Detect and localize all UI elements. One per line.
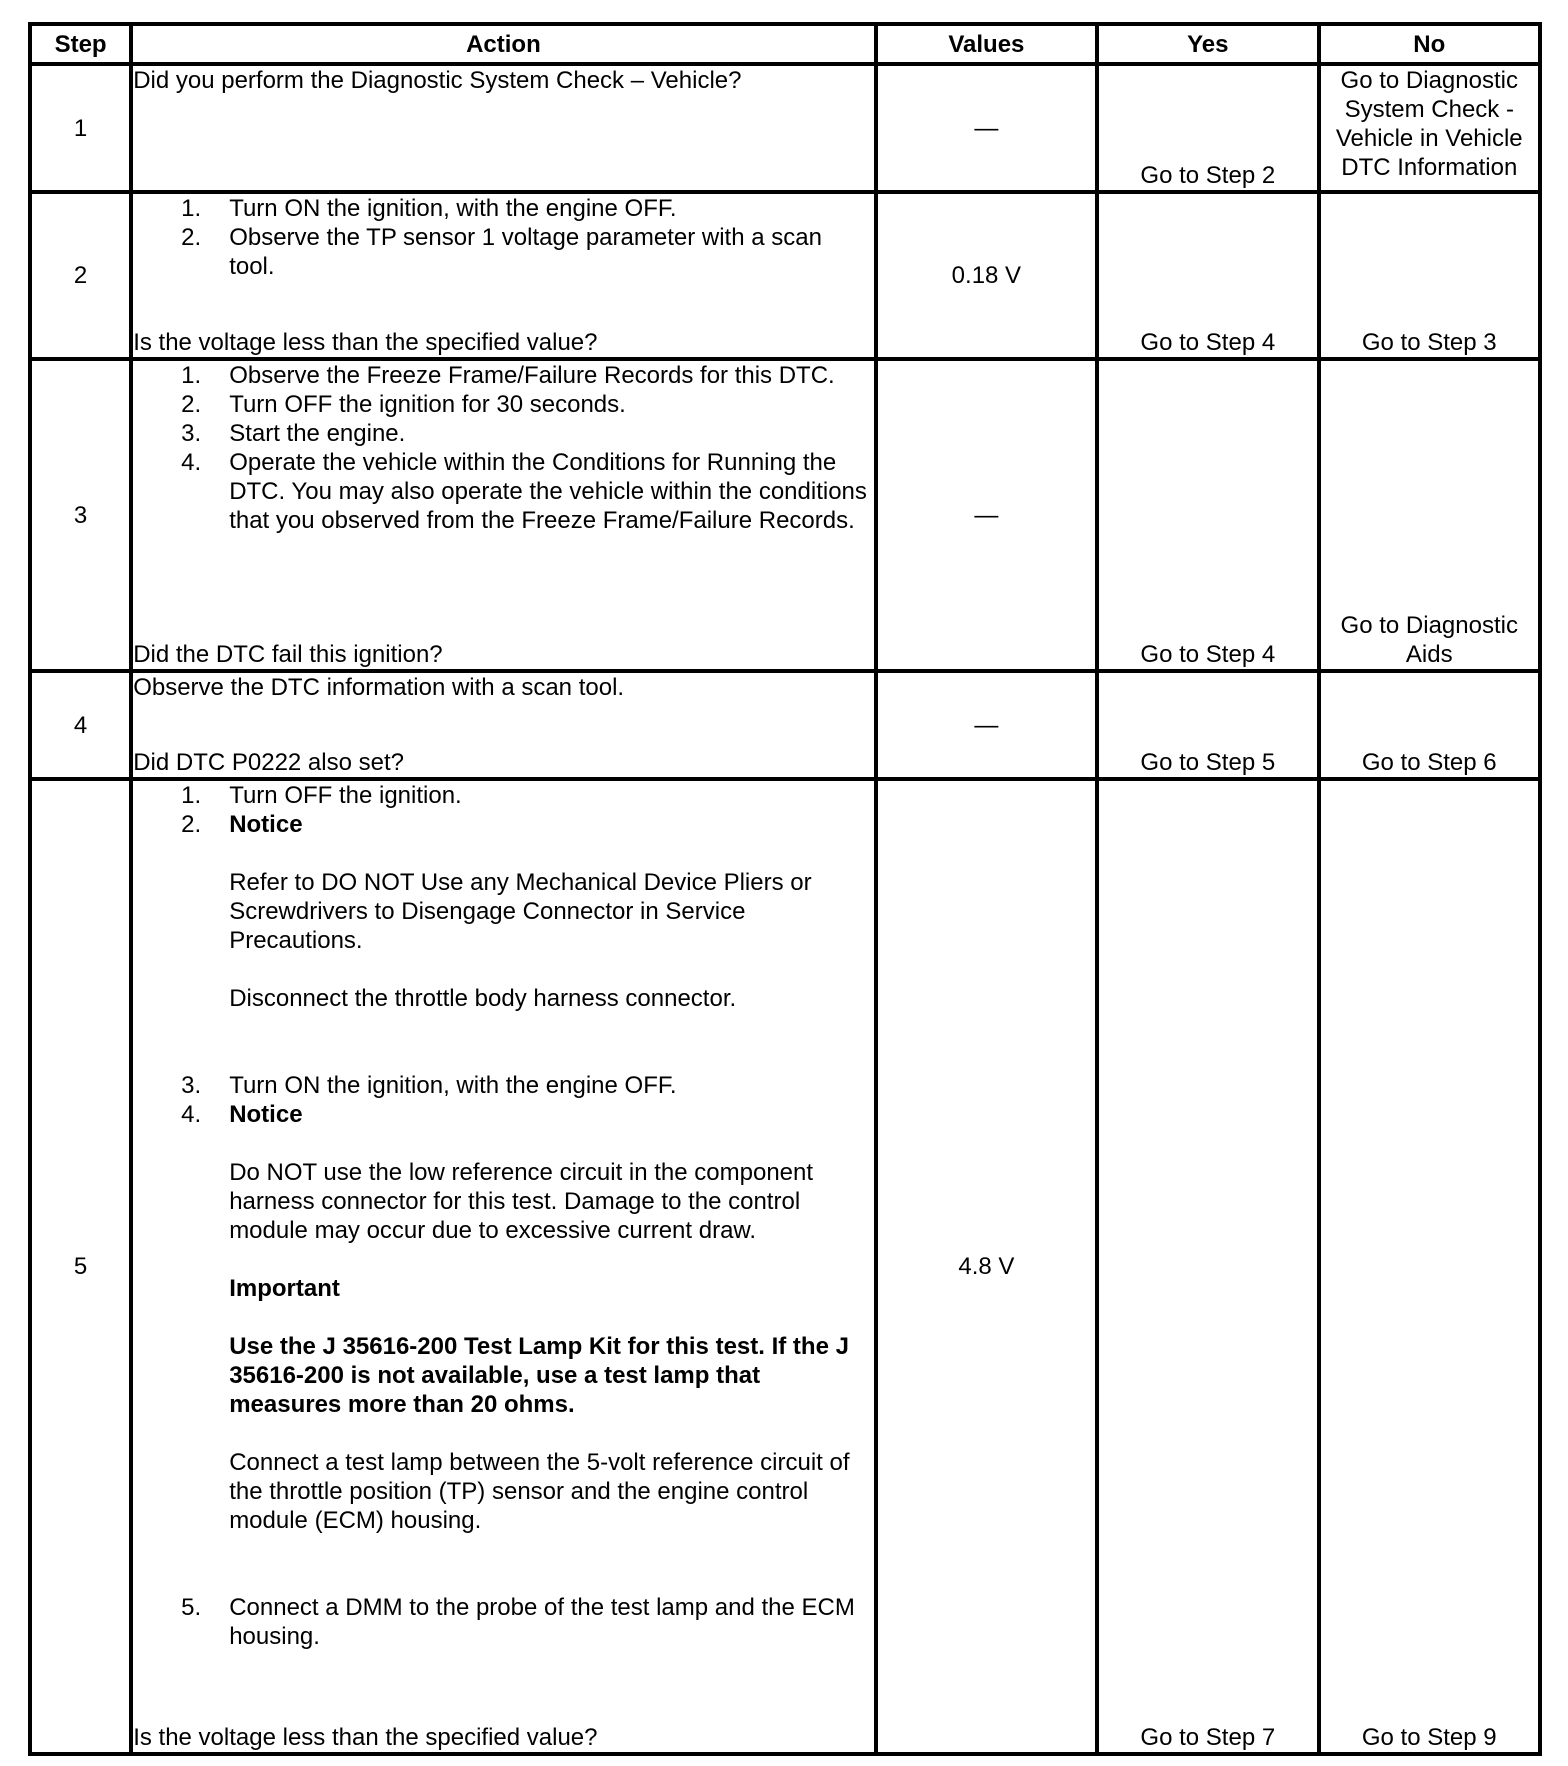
important-heading: Important — [229, 1275, 340, 1302]
yes-cell: Go to Step 4 — [1097, 359, 1318, 671]
list-item: 1. Turn ON the ignition, with the engine OFF. — [181, 195, 677, 222]
action-steps-list — [133, 781, 873, 1651]
list-item: 4. Notice Do NOT use the low reference circuit in the component harness connector for this test. Damage to the control module may occur due to excessive current draw. Important Use the J 35616-200 Test Lamp Kit for this test. If the J 35616-200 is not available, use a test lamp that measures more than 20 ohms. Connect a test lamp between the 5-volt reference circuit of the throttle position (TP) sensor and the engine control module (ECM) housing. — [133, 1100, 873, 1593]
list-item: 3. Turn ON the ignition, with the engine OFF. — [181, 1072, 677, 1099]
action-cell — [131, 779, 875, 1754]
diagnostic-table — [28, 22, 1542, 1756]
header-yes: Yes — [1097, 24, 1318, 64]
no-cell: Go to Diagnostic Aids — [1319, 359, 1540, 671]
action-cell — [131, 64, 875, 192]
list-item: 5. Connect a DMM to the probe of the test lamp and the ECM housing. — [181, 1594, 855, 1650]
header-action: Action — [131, 24, 875, 64]
values-cell: — — [876, 64, 1097, 192]
action-question: Did DTC P0222 also set? — [133, 749, 404, 776]
notice-text: Refer to DO NOT Use any Mechanical Device Pliers or Screwdrivers to Disengage Connector in Service Precautions. — [229, 869, 812, 954]
action-steps-list — [133, 194, 873, 281]
header-values: Values — [876, 24, 1097, 64]
step-number: 3 — [30, 359, 131, 671]
list-item: 3. Start the engine. — [181, 420, 406, 447]
no-cell: Go to Diagnostic System Check - Vehicle in Vehicle DTC Information — [1319, 64, 1540, 192]
action-question: Did the DTC fail this ignition? — [133, 641, 443, 668]
header-step: Step — [30, 24, 131, 64]
notice-heading: Notice — [229, 1101, 303, 1128]
table-row-step-2 — [30, 192, 1540, 359]
no-cell: Go to Step 9 — [1319, 779, 1540, 1754]
step-number: 5 — [30, 779, 131, 1754]
important-text: Use the J 35616-200 Test Lamp Kit for this test. If the J 35616-200 is not available, use a test lamp that measures more than 20 ohms. — [229, 1333, 849, 1418]
action-question: Is the voltage less than the specified value? — [133, 1724, 598, 1751]
values-cell: — — [876, 359, 1097, 671]
yes-cell: Go to Step 2 — [1097, 64, 1318, 192]
yes-cell: Go to Step 7 — [1097, 779, 1318, 1754]
step-instruction: Disconnect the throttle body harness connector. — [229, 985, 737, 1012]
notice-text: Do NOT use the low reference circuit in the component harness connector for this test. Damage to the control module may occur due to excessive current draw. — [229, 1159, 814, 1244]
step-number: 2 — [30, 192, 131, 359]
no-cell: Go to Step 3 — [1319, 192, 1540, 359]
list-item: 1. Turn OFF the ignition. — [181, 782, 462, 809]
action-question: Did you perform the Diagnostic System Check – Vehicle? — [133, 67, 742, 94]
values-cell: — — [876, 671, 1097, 779]
list-item: 4. Operate the vehicle within the Conditions for Running the DTC. You may also operate the vehicle within the conditions that you observed from the Freeze Frame/Failure Records. — [181, 449, 867, 534]
header-row — [30, 24, 1540, 64]
header-no: No — [1319, 24, 1540, 64]
notice-heading: Notice — [229, 811, 303, 838]
table-row-step-5 — [30, 779, 1540, 1754]
yes-cell: Go to Step 5 — [1097, 671, 1318, 779]
values-cell: 4.8 V — [876, 779, 1097, 1754]
step-instruction: Connect a test lamp between the 5-volt reference circuit of the throttle position (TP) sensor and the engine control module (ECM) housing. — [229, 1449, 850, 1534]
table-row-step-3 — [30, 359, 1540, 671]
table-row-step-1 — [30, 64, 1540, 192]
step-number: 4 — [30, 671, 131, 779]
values-cell: 0.18 V — [876, 192, 1097, 359]
list-item: 2. Turn OFF the ignition for 30 seconds. — [181, 391, 626, 418]
action-steps-list — [133, 361, 873, 535]
table-row-step-4 — [30, 671, 1540, 779]
action-cell — [131, 192, 875, 359]
action-cell — [131, 359, 875, 671]
action-cell — [131, 671, 875, 779]
action-intro: Observe the DTC information with a scan tool. — [133, 674, 625, 701]
list-item: 2. Notice Refer to DO NOT Use any Mechanical Device Pliers or Screwdrivers to Disengage Connector in Service Precautions. Disconnect the throttle body harness connector. — [133, 810, 873, 1071]
list-item: 1. Observe the Freeze Frame/Failure Records for this DTC. — [181, 362, 835, 389]
list-item: 2. Observe the TP sensor 1 voltage parameter with a scan tool. — [181, 224, 822, 280]
step-number: 1 — [30, 64, 131, 192]
action-question: Is the voltage less than the specified value? — [133, 329, 598, 356]
yes-cell: Go to Step 4 — [1097, 192, 1318, 359]
no-cell: Go to Step 6 — [1319, 671, 1540, 779]
